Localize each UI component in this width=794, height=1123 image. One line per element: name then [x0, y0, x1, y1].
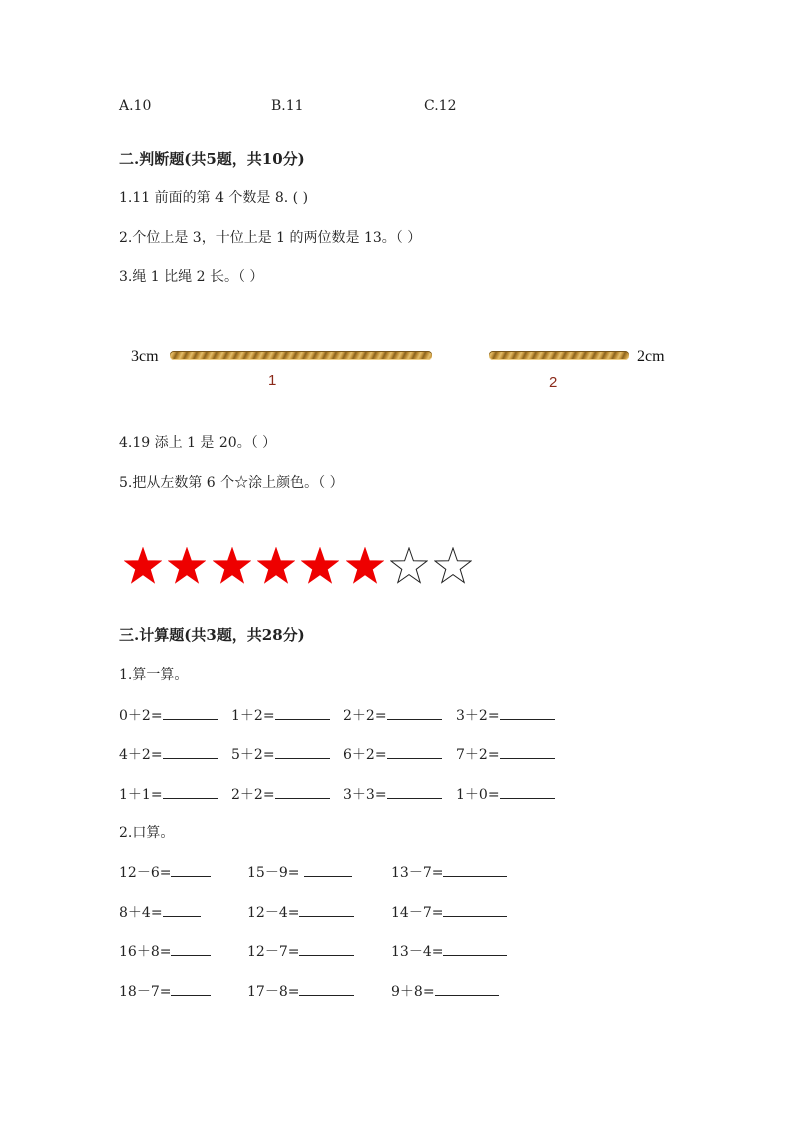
arithmetic-problem [391, 981, 499, 1001]
problem-text: 9＋8= [391, 984, 435, 1000]
answer-blank[interactable] [443, 902, 507, 917]
answer-blank[interactable] [387, 744, 442, 759]
problem-text: 7＋2= [456, 747, 500, 763]
question-2-5: 5.把从左数第 6 个☆涂上颜色。（ ） [119, 475, 344, 491]
answer-blank[interactable] [500, 784, 555, 799]
arithmetic-problem [391, 902, 507, 922]
question-2-4: 4.19 添上 1 是 20。（ ） [119, 435, 277, 451]
answer-blank[interactable] [500, 744, 555, 759]
arithmetic-problem [247, 941, 354, 961]
problem-text: 13－7= [391, 865, 444, 881]
star-filled-icon [257, 547, 295, 585]
problem-text: 16＋8= [119, 944, 172, 960]
problem-text: 2＋2= [343, 708, 387, 724]
arithmetic-problem [343, 744, 442, 764]
section-2-title: 二.判断题(共5题，共10分) [119, 150, 305, 168]
arithmetic-problem [119, 862, 211, 882]
answer-blank[interactable] [299, 981, 354, 996]
problem-text: 3＋2= [456, 708, 500, 724]
arithmetic-problem [391, 941, 507, 961]
answer-blank[interactable] [299, 902, 354, 917]
star-filled-icon [124, 547, 162, 585]
arithmetic-problem [119, 705, 218, 725]
arithmetic-problem [231, 744, 330, 764]
arithmetic-problem [343, 705, 442, 725]
answer-blank[interactable] [435, 981, 499, 996]
arithmetic-problem [391, 862, 507, 882]
choice-a: A.10 [119, 98, 152, 114]
answer-blank[interactable] [171, 941, 211, 956]
answer-blank[interactable] [275, 744, 330, 759]
arithmetic-problem [119, 941, 211, 961]
answer-blank[interactable] [163, 784, 218, 799]
question-2-2: 2.个位上是 3，十位上是 1 的两位数是 13。（ ） [119, 230, 422, 246]
choice-b: B.11 [271, 98, 304, 114]
answer-blank[interactable] [163, 902, 201, 917]
problem-text: 14－7= [391, 905, 444, 921]
answer-blank[interactable] [275, 705, 330, 720]
star-filled-icon [301, 547, 339, 585]
answer-blank[interactable] [299, 941, 354, 956]
answer-blank[interactable] [163, 705, 218, 720]
problem-text: 12－7= [247, 944, 300, 960]
star-outline-icon [434, 547, 472, 585]
problem-text: 2＋2= [231, 787, 275, 803]
problem-text: 8＋4= [119, 905, 163, 921]
answer-blank[interactable] [304, 862, 352, 877]
problem-text: 1＋1= [119, 787, 163, 803]
problem-text: 15－9= [247, 865, 304, 881]
rope-1-label: 1 [268, 372, 277, 389]
answer-blank[interactable] [500, 705, 555, 720]
arithmetic-problem [456, 784, 555, 804]
star-filled-icon [213, 547, 251, 585]
star-outline-icon [390, 547, 428, 585]
problem-text: 3＋3= [343, 787, 387, 803]
star-filled-icon [346, 547, 384, 585]
answer-blank[interactable] [387, 705, 442, 720]
problem-text: 1＋2= [231, 708, 275, 724]
problem-text: 1＋0= [456, 787, 500, 803]
answer-blank[interactable] [171, 981, 211, 996]
choice-c: C.12 [424, 98, 457, 114]
rope-2 [489, 351, 629, 360]
arithmetic-problem [456, 705, 555, 725]
answer-blank[interactable] [443, 941, 507, 956]
rope-1-unit: 3cm [131, 348, 159, 365]
arithmetic-problem [343, 784, 442, 804]
rope-1 [170, 351, 432, 360]
arithmetic-problem [119, 744, 218, 764]
arithmetic-problem [119, 981, 211, 1001]
question-2-1: 1.11 前面的第 4 个数是 8. ( ) [119, 190, 309, 206]
arithmetic-problem [247, 902, 354, 922]
star-filled-icon [168, 547, 206, 585]
answer-blank[interactable] [443, 862, 507, 877]
question-3-1-title: 1.算一算。 [119, 667, 189, 683]
arithmetic-problem [119, 784, 218, 804]
question-3-2-title: 2.口算。 [119, 825, 175, 841]
problem-text: 12－6= [119, 865, 172, 881]
rope-2-unit: 2cm [637, 348, 665, 365]
answer-blank[interactable] [171, 862, 211, 877]
problem-text: 0＋2= [119, 708, 163, 724]
arithmetic-problem [231, 784, 330, 804]
answer-blank[interactable] [275, 784, 330, 799]
problem-text: 12－4= [247, 905, 300, 921]
answer-blank[interactable] [387, 784, 442, 799]
problem-text: 13－4= [391, 944, 444, 960]
question-2-3: 3.绳 1 比绳 2 长。（ ） [119, 269, 264, 285]
problem-text: 5＋2= [231, 747, 275, 763]
arithmetic-problem [247, 862, 352, 882]
section-3-title: 三.计算题(共3题，共28分) [119, 626, 305, 644]
arithmetic-problem [119, 902, 201, 922]
arithmetic-problem [247, 981, 354, 1001]
arithmetic-problem [456, 744, 555, 764]
problem-text: 4＋2= [119, 747, 163, 763]
problem-text: 17－8= [247, 984, 300, 1000]
answer-blank[interactable] [163, 744, 218, 759]
problem-text: 18－7= [119, 984, 172, 1000]
arithmetic-problem [231, 705, 330, 725]
problem-text: 6＋2= [343, 747, 387, 763]
rope-2-label: 2 [549, 374, 558, 391]
